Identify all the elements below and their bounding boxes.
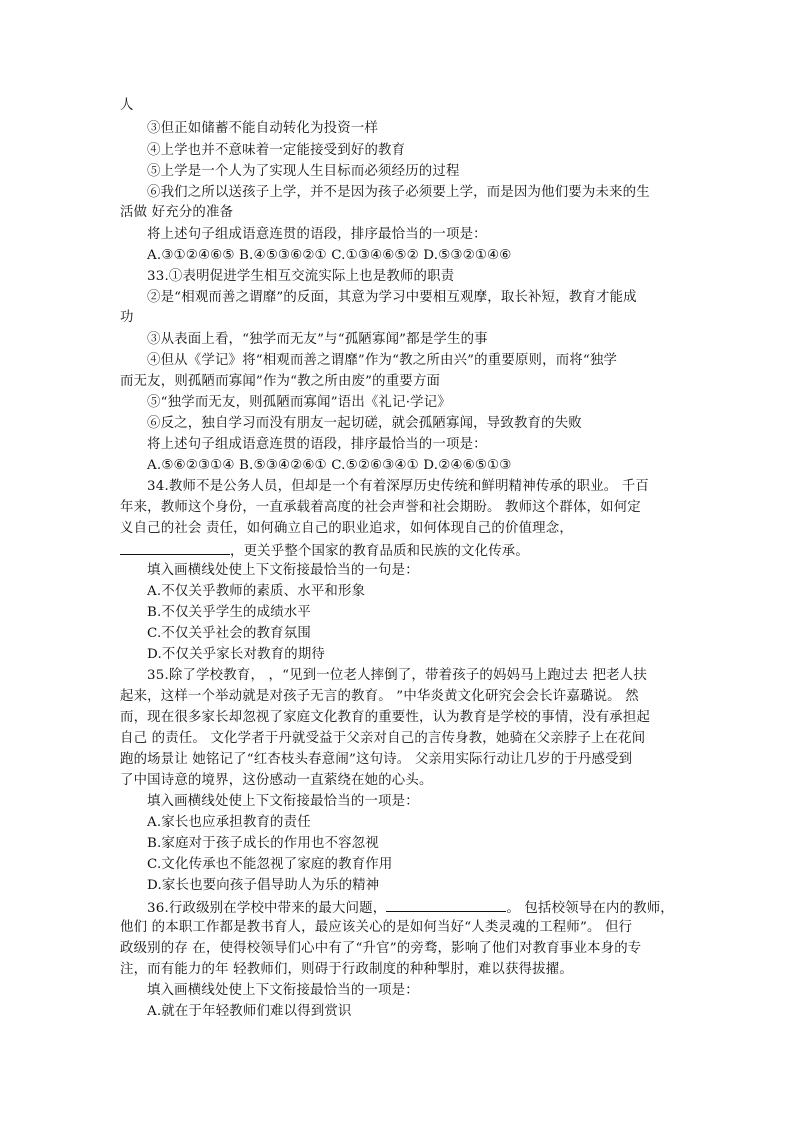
text-line: 人 xyxy=(120,98,134,113)
text-line: 将上述句子组成语意连贯的语段，排序最恰当的一项是： xyxy=(147,437,487,452)
text-line: 政级别的存 在，使得校领导们心中有了“升官”的旁骛，影响了他们对教育事业本身的专 xyxy=(120,941,642,956)
text-line: ③从表面上看，“独学而无友”与“孤陋寡闻”都是学生的事 xyxy=(147,332,488,347)
text-line: ③但正如储蓄不能自动转化为投资一样 xyxy=(147,121,379,136)
text-line: ④上学也并不意味着一定能接受到好的教育 xyxy=(147,143,406,158)
text-line: 填入画横线处使上下文衔接最恰当的一项是： xyxy=(147,983,419,998)
text-line: 他们 的本职工作都是教书育人，最应该关心的是如何当好“人类灵魂的工程师”。 但行 xyxy=(120,920,633,935)
text-span: 36.行政级别在学校中带来的最大问题， xyxy=(147,901,387,916)
text-line: 而无友，则孤陋而寡闻”作为“教之所由废”的重要方面 xyxy=(120,374,441,389)
option-c: C.文化传承也不能忽视了家庭的教育作用 xyxy=(147,857,393,872)
text-line: 了中国诗意的境界，这份感动一直萦绕在她的心头。 xyxy=(120,773,433,788)
text-line: 自己 的责任。 文化学者于丹就受益于父亲对自己的言传身教，她骑在父亲脖子上在花间 xyxy=(120,731,646,746)
text-line: 年来，教师这个身份，一直承载着高度的社会声誉和社会期盼。 教师这个群体，如何定 xyxy=(120,500,641,515)
option-a: A.就在于年轻教师们难以得到赏识 xyxy=(147,1004,352,1019)
answer-blank xyxy=(120,540,230,555)
option-a: A.不仅关乎教师的素质、水平和形象 xyxy=(147,584,366,599)
text-line: 而，现在很多家长却忽视了家庭文化教育的重要性，认为教育是学校的事情，没有承担起 xyxy=(120,710,651,725)
answer-blank xyxy=(386,897,506,912)
text-span: 。 包括校领导在内的教师， xyxy=(506,901,674,916)
text-line: ⑤“独学而无友，则孤陋而寡闻”语出《礼记·学记》 xyxy=(147,395,451,410)
text-line: 注，而有能力的年 轻教师们，则碍于行政制度的种种掣肘，难以获得拔擢。 xyxy=(120,962,573,977)
text-line: 义自己的社会 责任，如何确立自己的职业追求，如何体现自己的价值理念， xyxy=(120,521,573,536)
text-line: A.③①②④⑥⑤ B.④⑤③⑥②① C.①③④⑥⑤② D.⑤③②①④⑥ xyxy=(147,248,512,263)
text-line: 活做 好充分的准备 xyxy=(120,205,234,220)
text-span: ，更关乎整个国家的教育品质和民族的文化传承。 xyxy=(230,544,529,559)
text-line: ⑤上学是一个人为了实现人生目标而必须经历的过程 xyxy=(147,164,460,179)
question-33: 33.①表明促进学生相互交流实际上也是教师的职责 xyxy=(147,269,455,284)
text-line: ④但从《学记》将“相观而善之谓靡”作为“教之所由兴”的重要原则，而将“独学 xyxy=(147,353,618,368)
option-d: D.不仅关乎家长对教育的期待 xyxy=(147,647,326,662)
text-line: ⑥我们之所以送孩子上学，并不是因为孩子必须要上学，而是因为他们要为未来的生 xyxy=(147,185,650,200)
text-line: 跑的场景让 她铭记了“红杏枝头春意闹”这句诗。 父亲用实际行动让几岁的于丹感受到 xyxy=(120,752,633,767)
question-34: 34.教师不是公务人员，但却是一个有着深厚历史传统和鲜明精神传承的职业。 千百 xyxy=(147,479,650,494)
text-line xyxy=(120,540,529,562)
text-line: 功 xyxy=(120,310,134,325)
text-line: 填入画横线处使上下文衔接最恰当的一句是： xyxy=(147,563,419,578)
text-line: A.⑤⑥②③①④ B.⑤③④②⑥① C.⑤②⑥③④① D.②④⑥⑤①③ xyxy=(147,458,512,473)
question-35: 35.除了学校教育， ，“见到一位老人摔倒了，带着孩子的妈妈马上跑过去 把老人扶 xyxy=(147,668,647,683)
text-line: 起来，这样一个举动就是对孩子无言的教育。 ”中华炎黄文化研究会会长许嘉璐说。 然 xyxy=(120,689,639,704)
question-36 xyxy=(147,897,674,919)
text-line: ②是“相观而善之谓靡”的反面，其意为学习中要相互观摩，取长补短，教育才能成 xyxy=(147,290,637,305)
option-b: B.不仅关乎学生的成绩水平 xyxy=(147,605,311,620)
option-d: D.家长也要向孩子倡导助人为乐的精神 xyxy=(147,878,380,893)
option-c: C.不仅关乎社会的教育氛围 xyxy=(147,626,311,641)
text-line: 将上述句子组成语意连贯的语段，排序最恰当的一项是： xyxy=(147,227,487,242)
text-line: ⑥反之，独自学习而没有朋友一起切磋，就会孤陋寡闻，导致教育的失败 xyxy=(147,416,582,431)
text-line: 填入画横线处使上下文衔接最恰当的一项是： xyxy=(147,794,419,809)
option-a: A.家长也应承担教育的责任 xyxy=(147,815,311,830)
option-b: B.家庭对于孩子成长的作用也不容忽视 xyxy=(147,836,379,851)
